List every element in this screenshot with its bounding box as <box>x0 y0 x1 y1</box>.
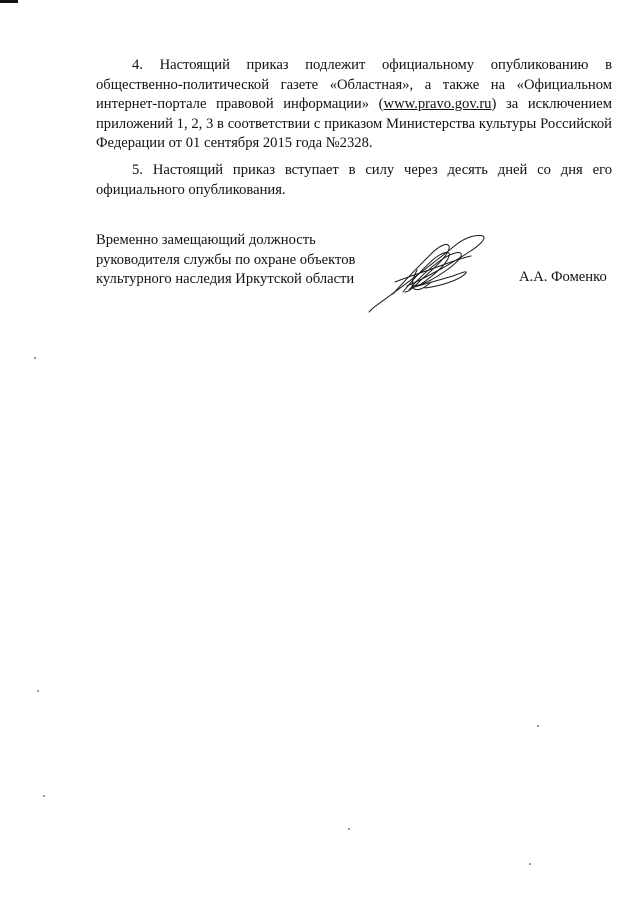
scan-corner-mark <box>0 0 18 3</box>
position-line-3: культурного наследия Иркутской области <box>96 271 355 287</box>
paragraph-4-number: 4. <box>132 57 143 73</box>
position-line-2: руководителя службы по охране объектов <box>96 251 356 268</box>
paragraph-4 <box>96 56 612 154</box>
handwritten-signature <box>365 230 490 315</box>
scan-speck <box>37 690 39 692</box>
paragraph-4-text-before-link: Настоящий приказ подлежит официальному опубликованию в общественно-политической газете «Областная», а также на «Официальном интернет-портале правовой информации» ( <box>96 57 612 112</box>
position-line-1: Временно замещающий должность <box>96 232 316 248</box>
pravo-link[interactable]: www.pravo.gov.ru <box>383 96 492 112</box>
scan-speck <box>43 795 45 797</box>
scan-speck <box>529 863 531 865</box>
scan-speck <box>34 357 36 359</box>
paragraph-5 <box>96 161 612 200</box>
scan-speck <box>537 725 539 727</box>
signer-name: А.А. Фоменко <box>519 269 607 285</box>
signatory-position <box>96 231 386 290</box>
scan-speck <box>348 828 350 830</box>
paragraph-5-number: 5. <box>132 162 143 178</box>
paragraph-5-text: Настоящий приказ вступает в силу через десять дней со дня его официального опубликования. <box>96 162 612 198</box>
paragraph-4-text-after-link: ) за исключением приложений 1, 2, 3 в соответствии с приказом Министерства культуры Российской Федерации от 01 сентября 2015 года №2328. <box>96 96 612 151</box>
